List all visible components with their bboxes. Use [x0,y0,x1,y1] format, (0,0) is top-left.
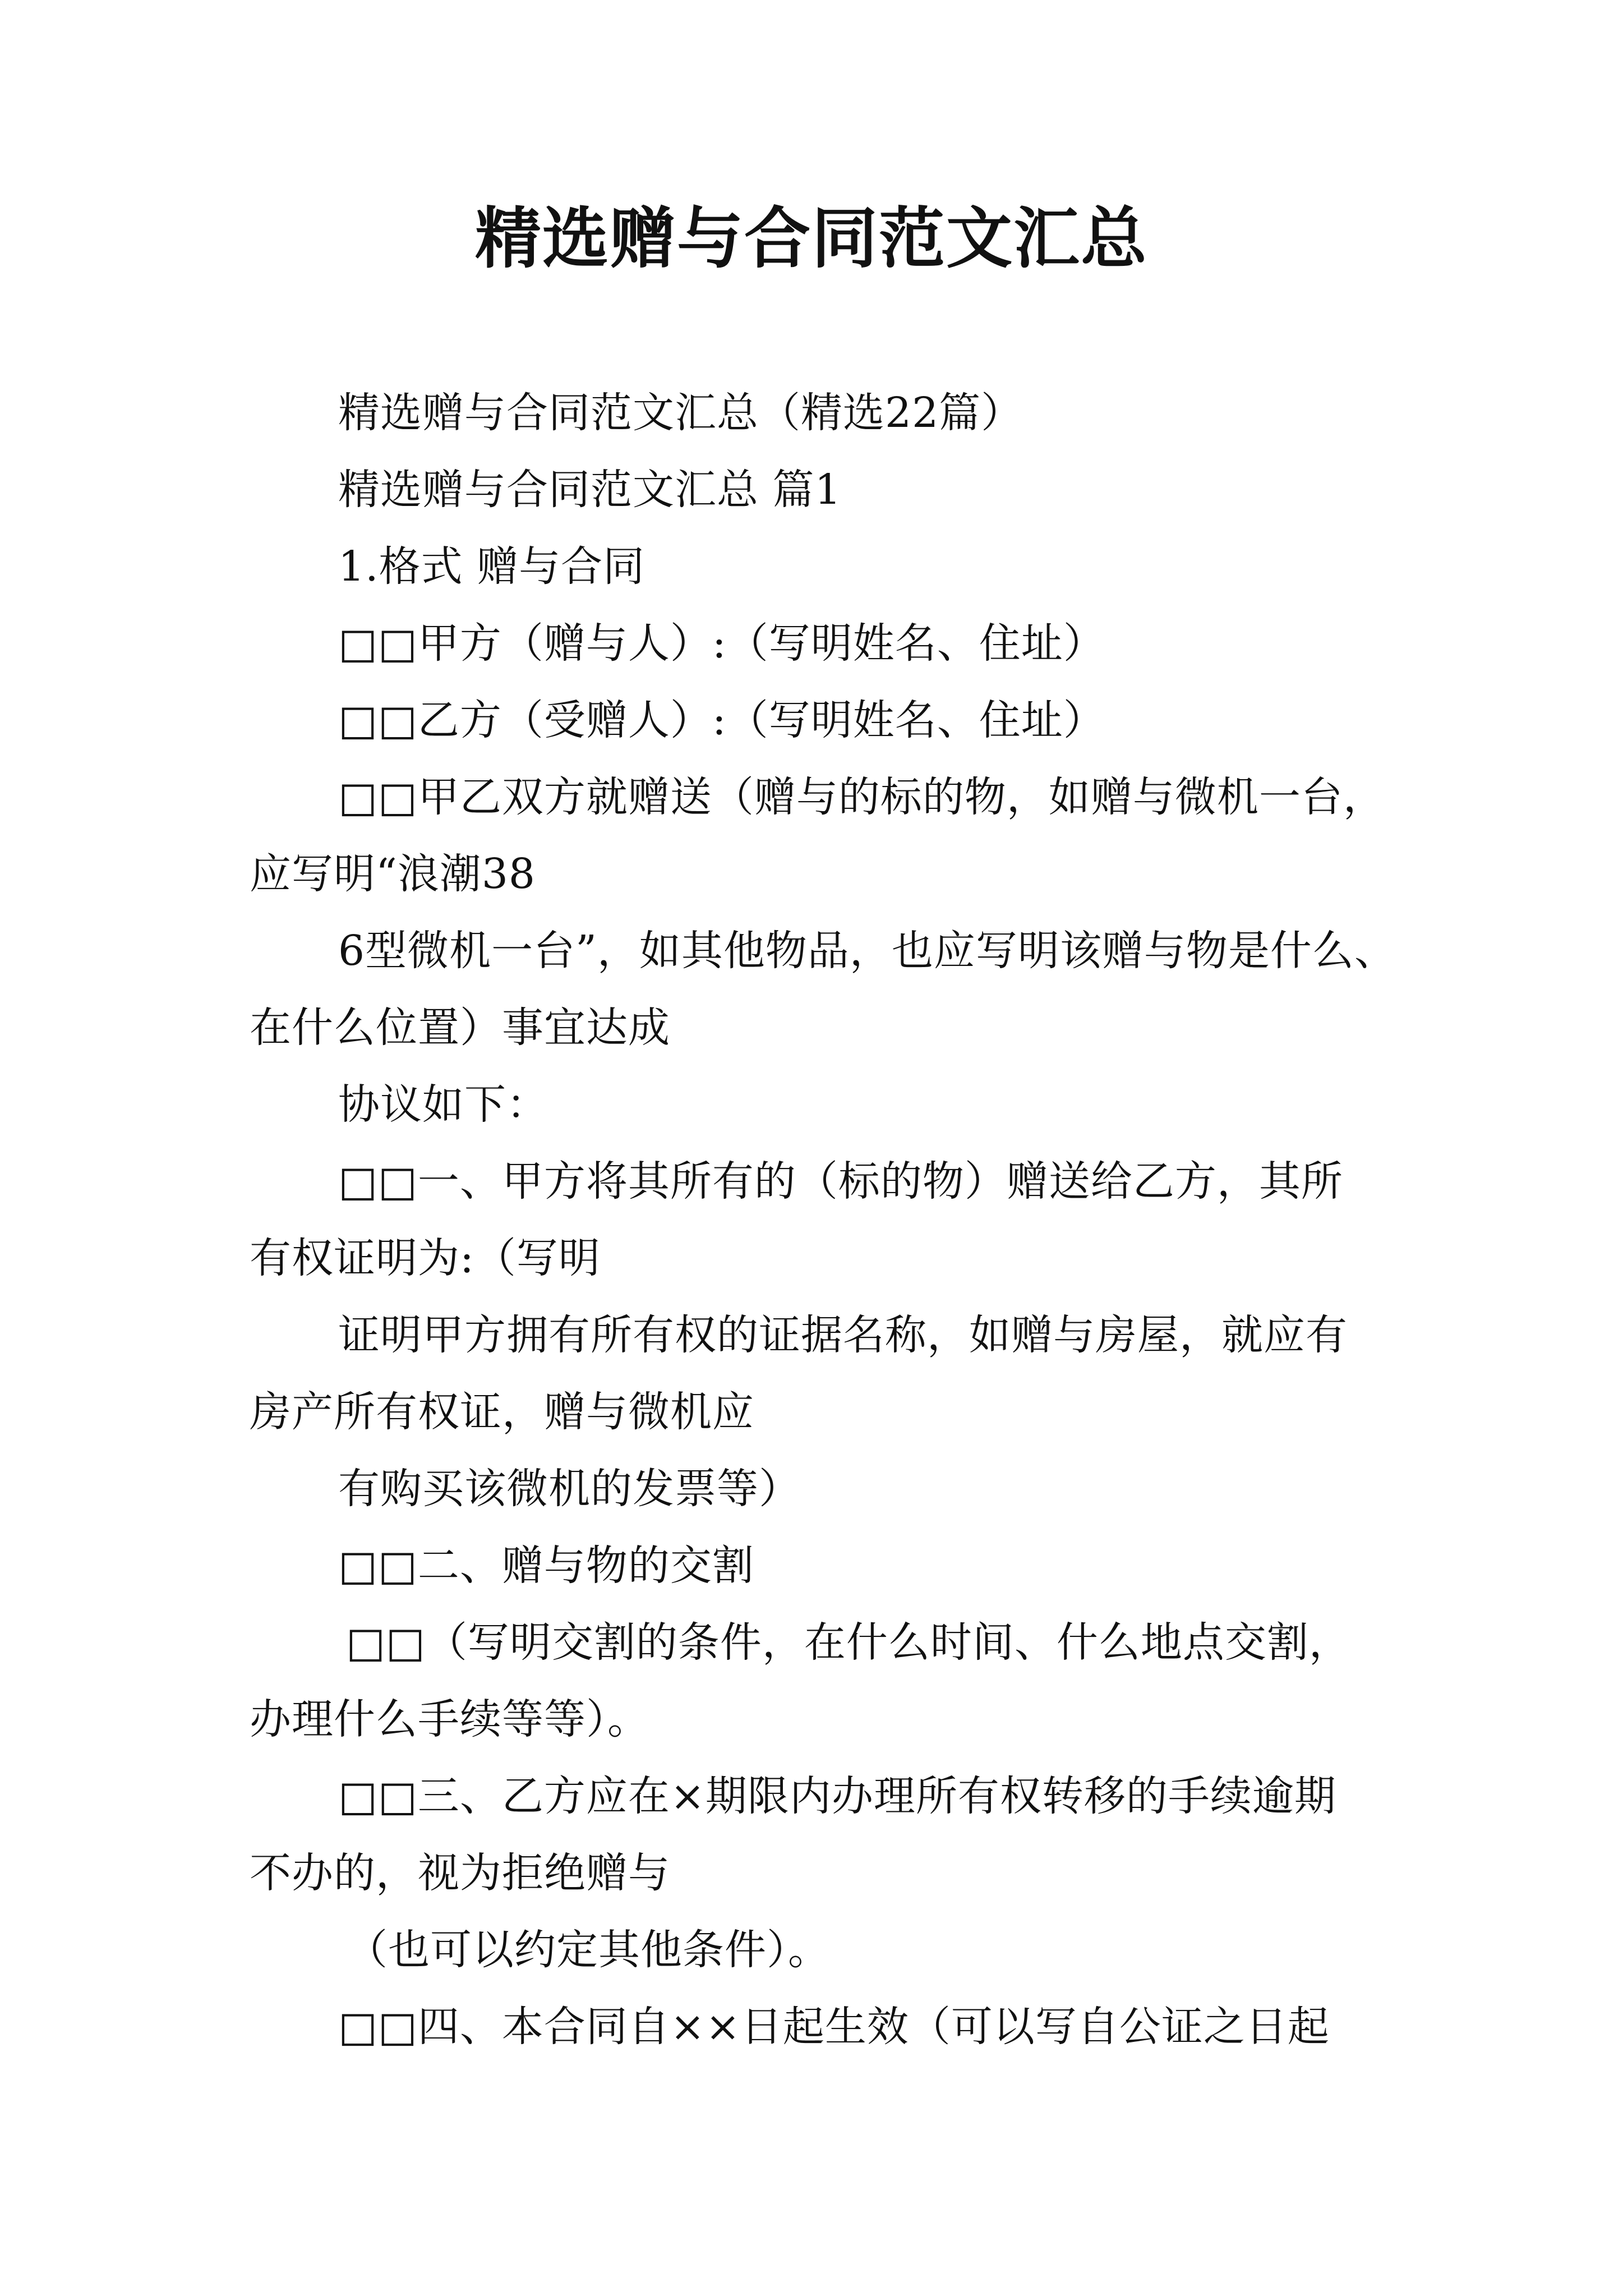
paragraph-line: 办理什么手续等等）。 [250,1695,649,1743]
paragraph-line: 在什么位置）事宜达成 [250,1004,670,1052]
paragraph-line: 有权证明为:（写明 [250,1234,601,1282]
paragraph-line: □□乙方（受赠人）:（写明姓名、住址） [338,696,1105,744]
paragraph-line: □□甲方（赠与人）:（写明姓名、住址） [338,619,1105,668]
paragraph-line: □□甲乙双方就赠送（赠与的标的物，如赠与微机一台， [338,773,1385,821]
paragraph-line: □□三、乙方应在×期限内办理所有权转移的手续逾期 [338,1772,1336,1820]
paragraph-line: 应写明“浪潮38 [250,850,536,898]
paragraph-line: 有购买该微机的发票等） [338,1465,801,1513]
paragraph-line: 精选赠与合同范文汇总 篇1 [338,466,842,514]
paragraph-line: 不办的，视为拒绝赠与 [250,1849,670,1897]
paragraph-line: □□一、甲方将其所有的（标的物）赠送给乙方，其所 [338,1157,1343,1205]
paragraph-line: □□四、本合同自××日起生效（可以写自公证之日起 [338,2003,1330,2051]
document-title: 精选赠与合同范文汇总 [474,199,1148,277]
paragraph-line: 协议如下： [338,1080,548,1129]
paragraph-line: 证明甲方拥有所有权的证据名称，如赠与房屋，就应有 [338,1311,1348,1359]
paragraph-line: □□（写明交割的条件，在什么时间、什么地点交割， [346,1618,1351,1667]
paragraph-line: 1.格式 赠与合同 [338,542,645,591]
paragraph-line: 精选赠与合同范文汇总（精选22篇） [338,389,1023,437]
paragraph-line: （也可以约定其他条件）。 [346,1926,830,1974]
document-body [250,375,1394,2065]
paragraph-line: 6型微机一台”，如其他物品，也应写明该赠与物是什么、 [338,927,1396,975]
paragraph-line: □□二、赠与物的交割 [338,1542,754,1590]
paragraph-line: 房产所有权证，赠与微机应 [250,1388,754,1436]
